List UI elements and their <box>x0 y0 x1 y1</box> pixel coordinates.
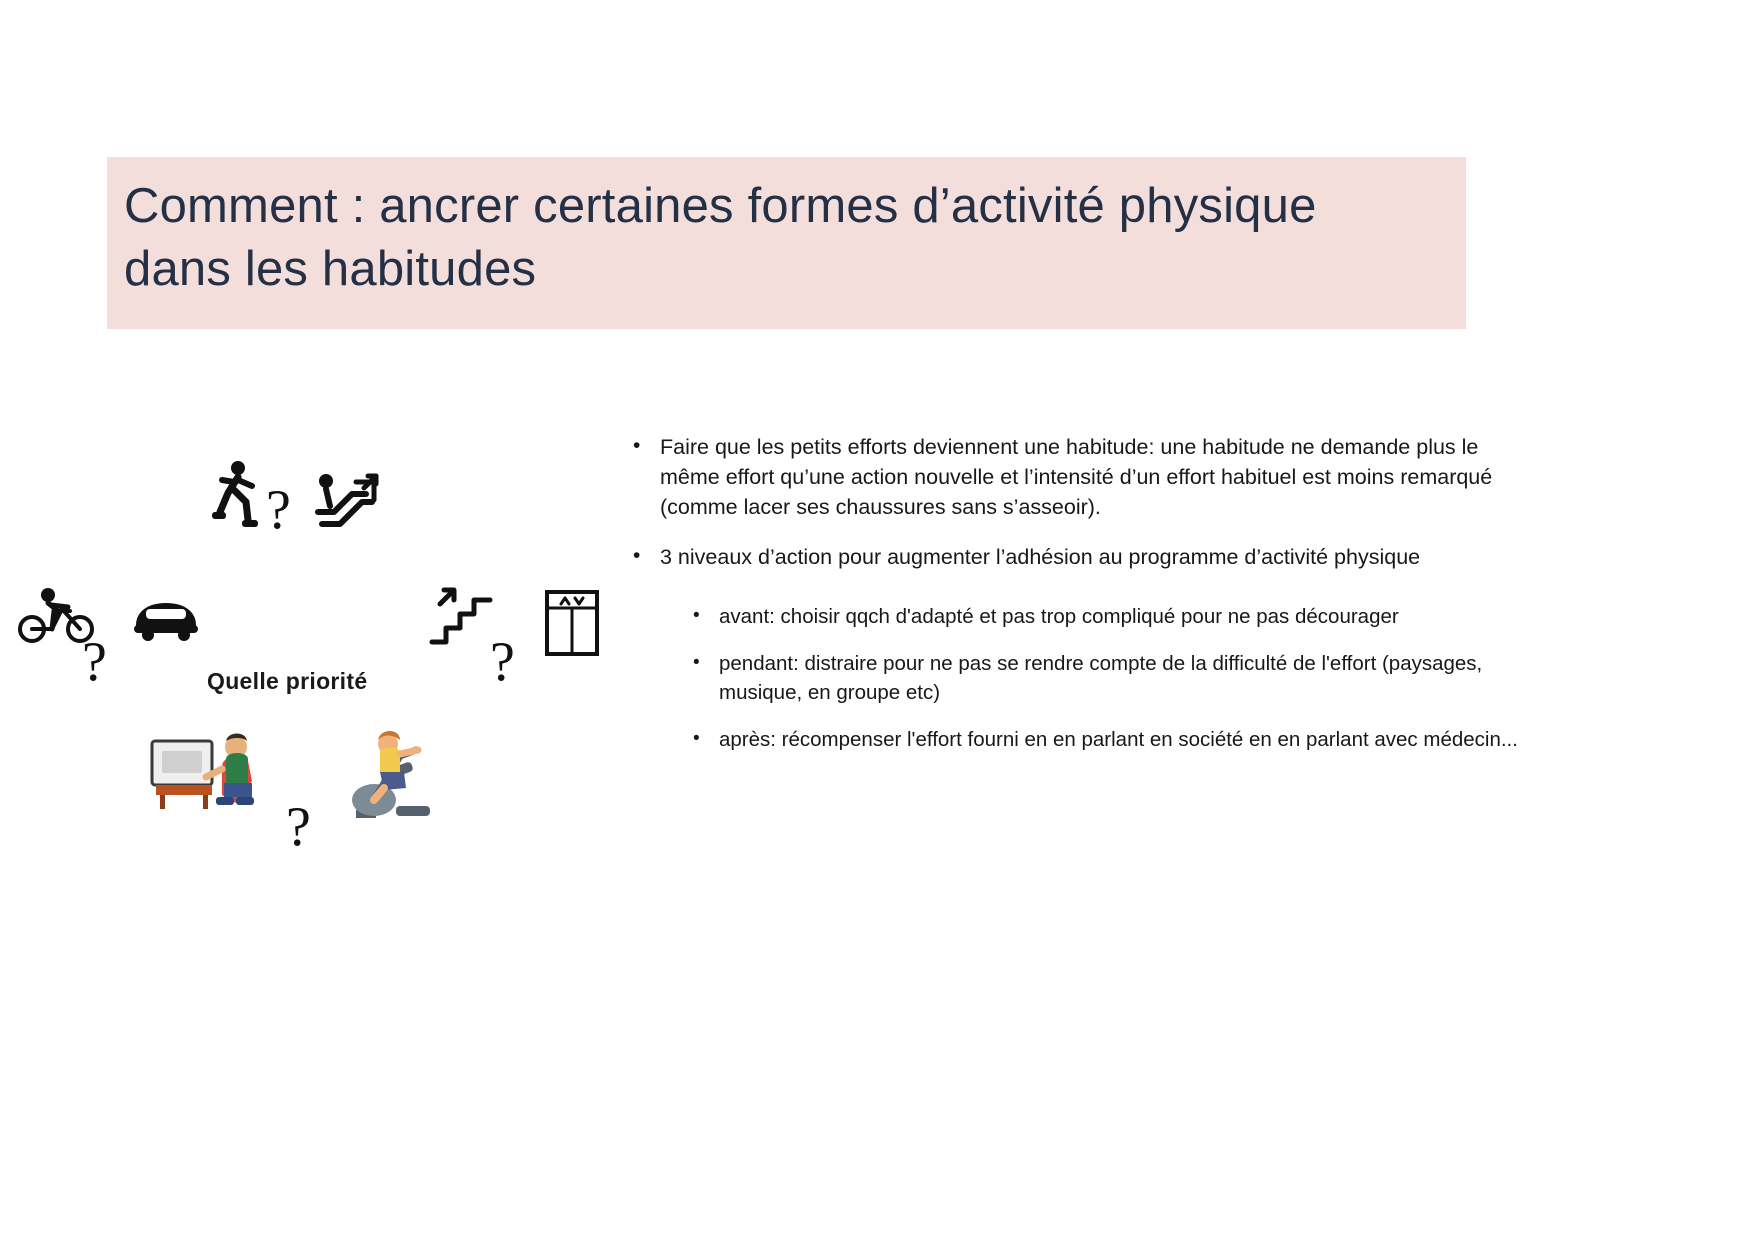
walking-person-icon <box>208 460 264 537</box>
bullet-list-level2 <box>625 602 1525 754</box>
question-mark-icon: ? <box>82 631 107 693</box>
illustration-group <box>0 430 620 880</box>
page-title: Comment : ancrer certaines formes d’activité physique dans les habitudes <box>124 179 1317 296</box>
car-icon <box>130 595 202 648</box>
bullet-list-level1 <box>625 432 1525 572</box>
question-mark-icon: ? <box>266 479 291 541</box>
list-item: • pendant: distraire pour ne pas se rendre compte de la difficulté de l'effort (paysages, musique, en groupe etc) <box>687 649 1525 707</box>
list-item: • 3 niveaux d’action pour augmenter l’adhésion au programme d’activité physique <box>625 542 1525 572</box>
illustration-caption: Quelle priorité <box>207 668 368 694</box>
question-mark-icon: ? <box>490 631 515 693</box>
list-item: • Faire que les petits efforts deviennent une habitude: une habitude ne demande plus le même effort qu’une action nouvelle et l’intensité d’un effort habituel est moins remarqué (comme lacer ses chaussures sans s’asseoir). <box>625 432 1525 522</box>
escalator-icon <box>312 472 380 549</box>
list-item: • avant: choisir qqch d'adapté et pas trop compliqué pour ne pas décourager <box>687 602 1525 631</box>
slide-body <box>625 432 1525 772</box>
stairs-icon <box>428 580 498 655</box>
exercise-bike-icon <box>330 722 440 832</box>
elevator-icon <box>543 588 601 663</box>
tv-watching-person-icon <box>148 725 273 825</box>
question-mark-icon: ? <box>286 796 311 858</box>
list-item: • après: récompenser l'effort fourni en en parlant en société en en parlant avec médecin... <box>687 725 1525 754</box>
